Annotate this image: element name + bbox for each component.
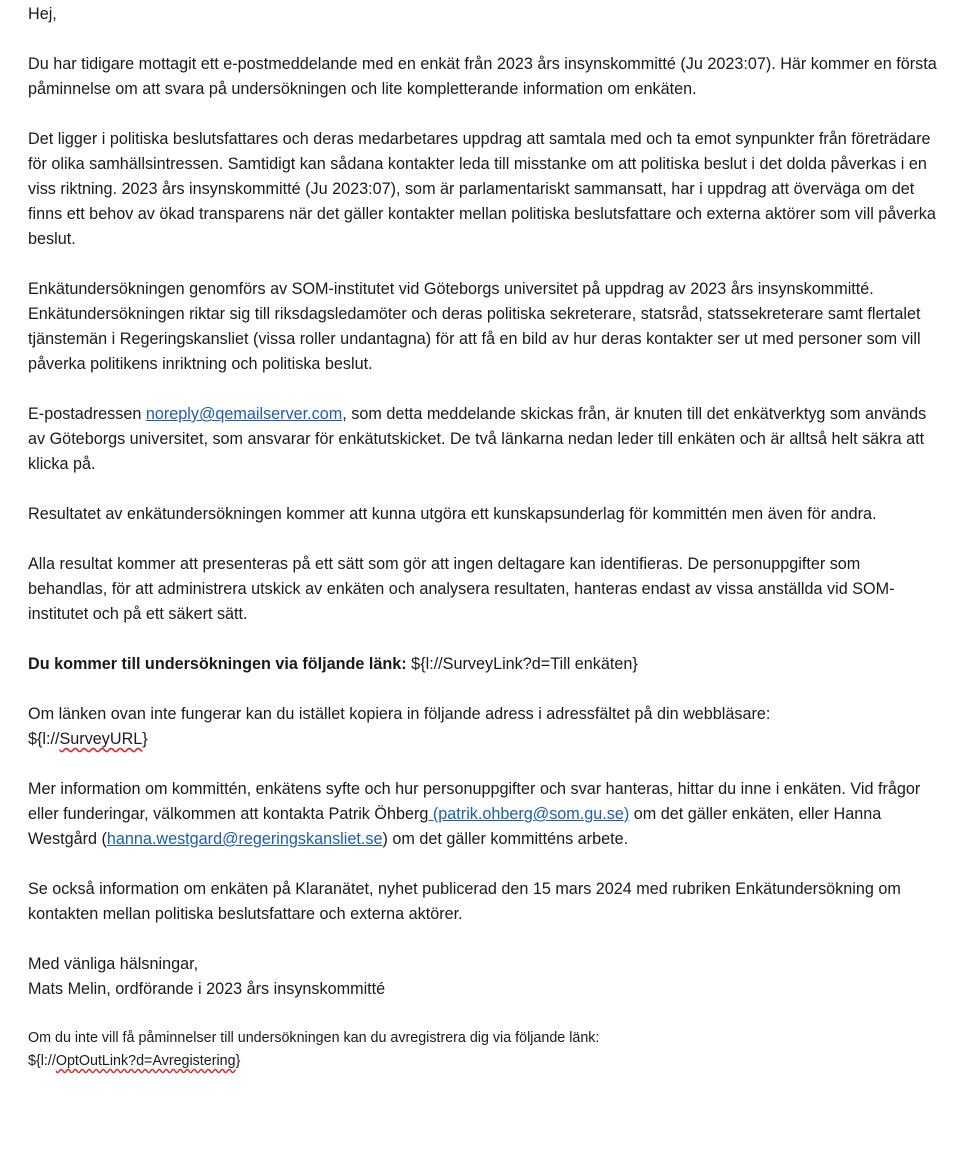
email-text-before: E-postadressen bbox=[28, 405, 146, 423]
survey-url-suffix: } bbox=[142, 730, 148, 748]
contact-paragraph bbox=[28, 777, 942, 852]
contact-text-1: Mer information om kommittén, enkätens syfte och hur personuppgifter och svar hanteras, hittar du inne i enkäten. Vid frågor eller funderingar, välkommen att kontakta Patrik Öhberg bbox=[28, 780, 921, 823]
survey-info-paragraph: Enkätundersökningen genomförs av SOM-institutet vid Göteborgs universitet på uppdrag av 2023 års insynskommitté. Enkätundersökningen riktar sig till riksdagsledamöter och deras politiska sekreterare, statsråd, statssekreterare samt flertalet tjänstemän i Regeringskansliet (vissa roller undantagna) för att få en bild av hur deras kontakter ser ut med personer som vill påverka politikens inriktning och politiska beslut. bbox=[28, 280, 921, 373]
background-paragraph: Det ligger i politiska beslutsfattares och deras medarbetares uppdrag att samtala med och ta emot synpunkter från företrädare för olika samhällsintressen. Samtidigt kan sådana kontakter leda till misstanke om att politiska beslut i det dolda påverkas i en viss riktning. 2023 års insynskommitté (Ju 2023:07), som är parlamentariskt sammansatt, har i uppdrag att överväga om det finns ett behov av ökad transparens när det gäller kontakter mellan politiska beslutsfattare och externa aktörer som vill påverka beslut. bbox=[28, 130, 936, 248]
greeting: Hej, bbox=[28, 5, 57, 23]
optout-text: Om du inte vill få påminnelser till undersökningen kan du avregistrera dig via följande länk: bbox=[28, 1030, 600, 1046]
results-paragraph: Resultatet av enkätundersökningen kommer att kunna utgöra ett kunskapsunderlag för kommittén men även för andra. bbox=[28, 505, 877, 523]
survey-url-prefix: ${l:// bbox=[28, 730, 60, 748]
patrik-email-link[interactable]: (patrik.ohberg@som.gu.se) bbox=[428, 805, 630, 823]
email-paragraph bbox=[28, 402, 942, 477]
optout-suffix: } bbox=[235, 1053, 241, 1069]
optout-link-code[interactable]: OptOutLink?d=Avregistering bbox=[55, 1053, 236, 1069]
contact-text-3: ) om det gäller kommitténs arbete. bbox=[382, 830, 629, 848]
closing: Med vänliga hälsningar, bbox=[28, 955, 199, 973]
intro-paragraph: Du har tidigare mottagit ett e-postmeddelande med en enkät från 2023 års insynskommitté (Ju 2023:07). Här kommer en första påminnelse om att svara på undersökningen och lite kompletterande information om enkäten. bbox=[28, 55, 937, 98]
contact-text-2: om det gäller enkäten, eller Hanna Westgård ( bbox=[28, 805, 882, 848]
email-text-after: , som detta meddelande skickas från, är knuten till det enkätverktyg som används av Göteborgs universitet, som ansvarar för enkätutskicket. De två länkarna nedan leder till enkäten och är alltså helt säkra att klicka på. bbox=[28, 405, 927, 473]
privacy-paragraph: Alla resultat kommer att presenteras på ett sätt som gör att ingen deltagare kan identifieras. De personuppgifter som behandlas, för att administrera utskick av enkäten och analysera resultaten, hanteras endast av vissa anställda vid SOM-institutet och på ett säkert sätt. bbox=[28, 555, 895, 623]
survey-link-placeholder[interactable]: ${l://SurveyLink?d=Till enkäten} bbox=[406, 655, 638, 673]
fallback-paragraph bbox=[28, 702, 942, 752]
survey-link-paragraph bbox=[28, 652, 942, 677]
hanna-email-link[interactable]: hanna.westgard@regeringskansliet.se bbox=[106, 830, 383, 848]
klara-paragraph: Se också information om enkäten på Klaranätet, nyhet publicerad den 15 mars 2024 med rubriken Enkätundersökning om kontakten mellan politiska beslutsfattare och externa aktörer. bbox=[28, 880, 901, 923]
survey-link-label: Du kommer till undersökningen via följande länk: bbox=[28, 655, 407, 673]
signature: Mats Melin, ordförande i 2023 års insynskommitté bbox=[28, 980, 386, 998]
fallback-text: Om länken ovan inte fungerar kan du istället kopiera in följande adress i adressfältet på din webbläsare: bbox=[28, 705, 771, 723]
optout-prefix: ${l:// bbox=[28, 1053, 56, 1069]
optout-paragraph bbox=[28, 1027, 942, 1073]
survey-url-code[interactable]: SurveyURL bbox=[59, 730, 143, 748]
noreply-email-link[interactable]: noreply@qemailserver.com bbox=[145, 405, 343, 423]
